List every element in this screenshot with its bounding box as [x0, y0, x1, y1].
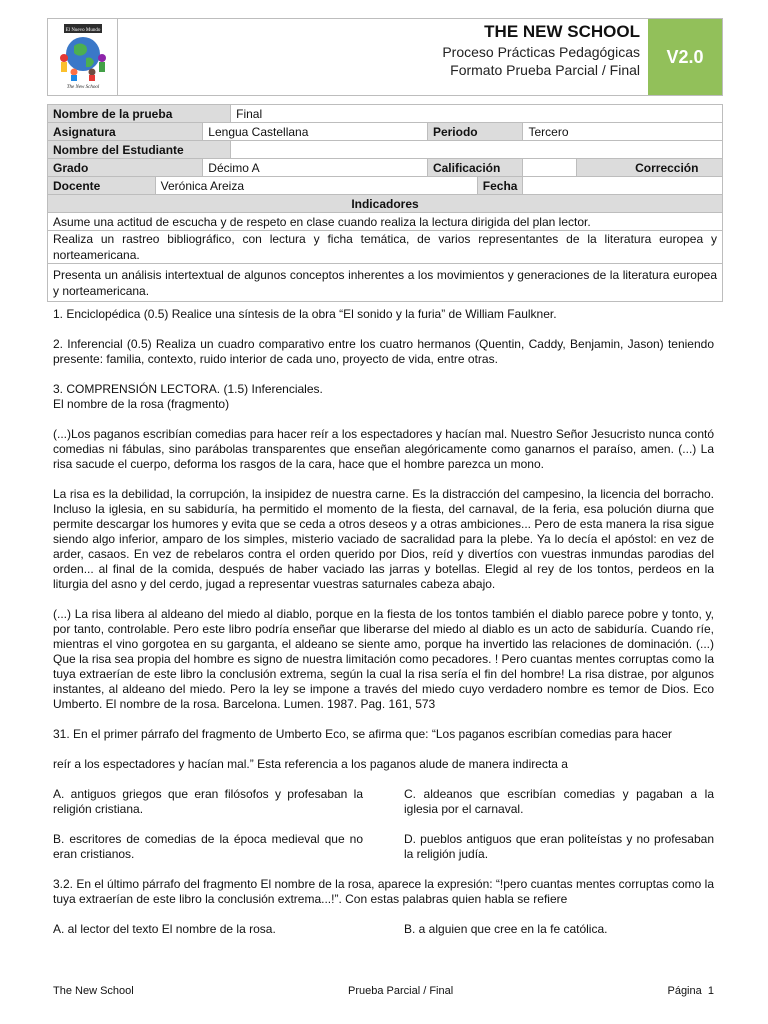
option-32-b[interactable]: B. a alguien que cree en la fe católica. [404, 922, 608, 936]
option-32-a[interactable]: A. al lector del texto El nombre de la rosa. [53, 922, 276, 936]
date-value[interactable] [523, 177, 723, 195]
indicator-row [48, 231, 723, 264]
correction-label: Corrección [577, 159, 723, 177]
question-2: 2. Inferencial (0.5) Realiza un cuadro comparativo entre los cuatro hermanos (Quentin, Caddy, Benjamin, Jason) teniendo presente: familia, contexto, ruido interior de cada uno, proyecto de vida, entre otras. [53, 337, 714, 366]
option-31-c[interactable]: C. aldeanos que escribían comedias y pagaban a la iglesia por el carnaval. [404, 787, 714, 816]
options-row [53, 787, 714, 817]
test-info-table [47, 104, 723, 302]
page-number: 1 [707, 985, 714, 997]
teacher-value[interactable]: Verónica Areiza [155, 177, 477, 195]
indicator-3: Presenta un análisis intertextual de algunos conceptos inherentes a los movimientos y generaciones de la literatura europea y norteamericana. [48, 264, 723, 302]
options-row [53, 922, 714, 937]
row-indicators-header [48, 195, 723, 213]
grade-value[interactable]: Décimo A [203, 159, 428, 177]
svg-text:El Nuevo Mundo: El Nuevo Mundo [65, 28, 100, 33]
question-32: 3.2. En el último párrafo del fragmento El nombre de la rosa, aparece la expresión: “!pero cuantas mentes corruptas como la tuya extraerían de este libro la conclusión extrema...!”. Con estas palabras quien habla se refiere [53, 877, 715, 906]
row-teacher [48, 177, 723, 195]
passage-paragraph-3: (...) La risa libera al aldeano del miedo al diablo, porque en la fiesta de los tontos también el diablo parece pobre y tonto, y, por tanto, controlable. Pero este libro podría enseñar que liberarse del miedo al diablo es un acto de sabiduría. Cuando ríe, mientras el vino gorgotea en su garganta, el aldeano se siente amo, porque ha invertido las relaciones de dominación. (...) Que la risa sea propia del hombre es signo de nuestra limitación como pecadores. ! Pero cuantas mentes corruptas como la tuya extraerían de este libro la conclusión extrema, según la cual la risa sería el fin del hombre! La risa distrae, por algunos instantes, al aldeano del miedo. Pero la ley se impone a través del miedo cuyo verdadero nombre es temor de Dios. Eco Umberto. El nombre de la rosa. Barcelona. Lumen. 1987. Pag. 161, 573 [53, 607, 714, 711]
period-value[interactable]: Tercero [523, 123, 723, 141]
footer-document: Prueba Parcial / Final [348, 985, 454, 997]
options-row [53, 832, 714, 862]
school-logo [52, 22, 114, 92]
question-3-subtitle: El nombre de la rosa (fragmento) [53, 397, 230, 411]
question-31-line-1: 31. En el primer párrafo del fragmento de Umberto Eco, se afirma que: “Los paganos escribían comedias para hacer [53, 727, 672, 741]
date-label: Fecha [477, 177, 523, 195]
format-name: Formato Prueba Parcial / Final [450, 62, 640, 78]
passage-paragraph-2: La risa es la debilidad, la corrupción, la insipidez de nuestra carne. Es la distracción del campesino, la licencia del borracho. Incluso la iglesia, en su sabiduría, ha permitido el momento de la fiesta, del carnaval, de la feria, esa polución diurna que permite descargar los humores y evita que se ceda a otros deseos y a otras ambiciones... Pero de esta manera la risa sigue siendo algo inferior, amparo de los simples, misterio vaciado de sacralidad para la plebe. Ya lo decía el apóstol: en vez de arder, casaos. En vez de rebelaros contra el orden querido por Dios, reíd y divertíos con vuestras inmundas parodias del orden... al final de la comida, después de haber vaciado las jarras y botellas. Elegid al rey de los tontos, perdeos en la liturgia del asno y del cerdo, jugad a representar vuestras saturnales cabeza abajo. [53, 487, 714, 591]
indicator-2: Realiza un rastreo bibliográfico, con lectura y ficha temática, de varios representantes de la literatura europea y norteamericana. [48, 231, 723, 264]
school-name: THE NEW SCHOOL [484, 22, 640, 41]
row-grade [48, 159, 723, 177]
exam-body [53, 307, 714, 937]
row-student [48, 141, 723, 159]
row-subject [48, 123, 723, 141]
question-31-line-2: reír a los espectadores y hacían mal.” Esta referencia a los paganos alude de manera indirecta a [53, 757, 568, 771]
process-name: Proceso Prácticas Pedagógicas [442, 44, 640, 60]
period-label: Periodo [427, 123, 523, 141]
score-value[interactable] [523, 159, 577, 177]
indicator-row [48, 213, 723, 231]
question-3-title: 3. COMPRENSIÓN LECTORA. (1.5) Inferenciales. [53, 382, 323, 396]
document-header [47, 18, 723, 96]
test-name-value[interactable]: Final [231, 105, 723, 123]
question-1: 1. Enciclopédica (0.5) Realice una síntesis de la obra “El sonido y la furia” de William Faulkner. [53, 307, 557, 321]
student-value[interactable] [231, 141, 723, 159]
option-31-d[interactable]: D. pueblos antiguos que eran politeístas y no profesaban la religión judía. [404, 832, 714, 861]
header-titles [118, 19, 648, 95]
page-footer [53, 984, 714, 999]
subject-value[interactable]: Lengua Castellana [203, 123, 428, 141]
option-31-a[interactable]: A. antiguos griegos que eran filósofos y profesaban la religión cristiana. [53, 787, 363, 816]
passage-paragraph-1: (...)Los paganos escribían comedias para hacer reír a los espectadores y hacían mal. Nuestro Señor Jesucristo nunca contó comedias ni fábulas, sino parábolas transparentes que enseñan alegóricamente como ganarnos el paraíso, amen. (...) La risa sacude el cuerpo, deforma los rasgos de la cara, hace que el hombre parezca un mono. [53, 427, 715, 471]
page-label: Página [667, 985, 702, 997]
teacher-label: Docente [48, 177, 156, 195]
score-label: Calificación [427, 159, 523, 177]
indicator-1: Asume una actitud de escucha y de respeto en clase cuando realiza la lectura dirigida del plan lector. [48, 213, 723, 231]
indicator-row [48, 264, 723, 302]
logo-cell [48, 19, 118, 95]
test-name-label: Nombre de la prueba [48, 105, 231, 123]
row-test-name [48, 105, 723, 123]
option-31-b[interactable]: B. escritores de comedias de la época medieval que no eran cristianos. [53, 832, 363, 861]
indicators-header: Indicadores [48, 195, 723, 213]
footer-school: The New School [53, 985, 134, 997]
grade-label: Grado [48, 159, 203, 177]
subject-label: Asignatura [48, 123, 203, 141]
svg-text:The New School: The New School [66, 85, 99, 90]
footer-page [667, 984, 714, 999]
version-badge: V2.0 [648, 19, 722, 95]
student-label: Nombre del Estudiante [48, 141, 231, 159]
